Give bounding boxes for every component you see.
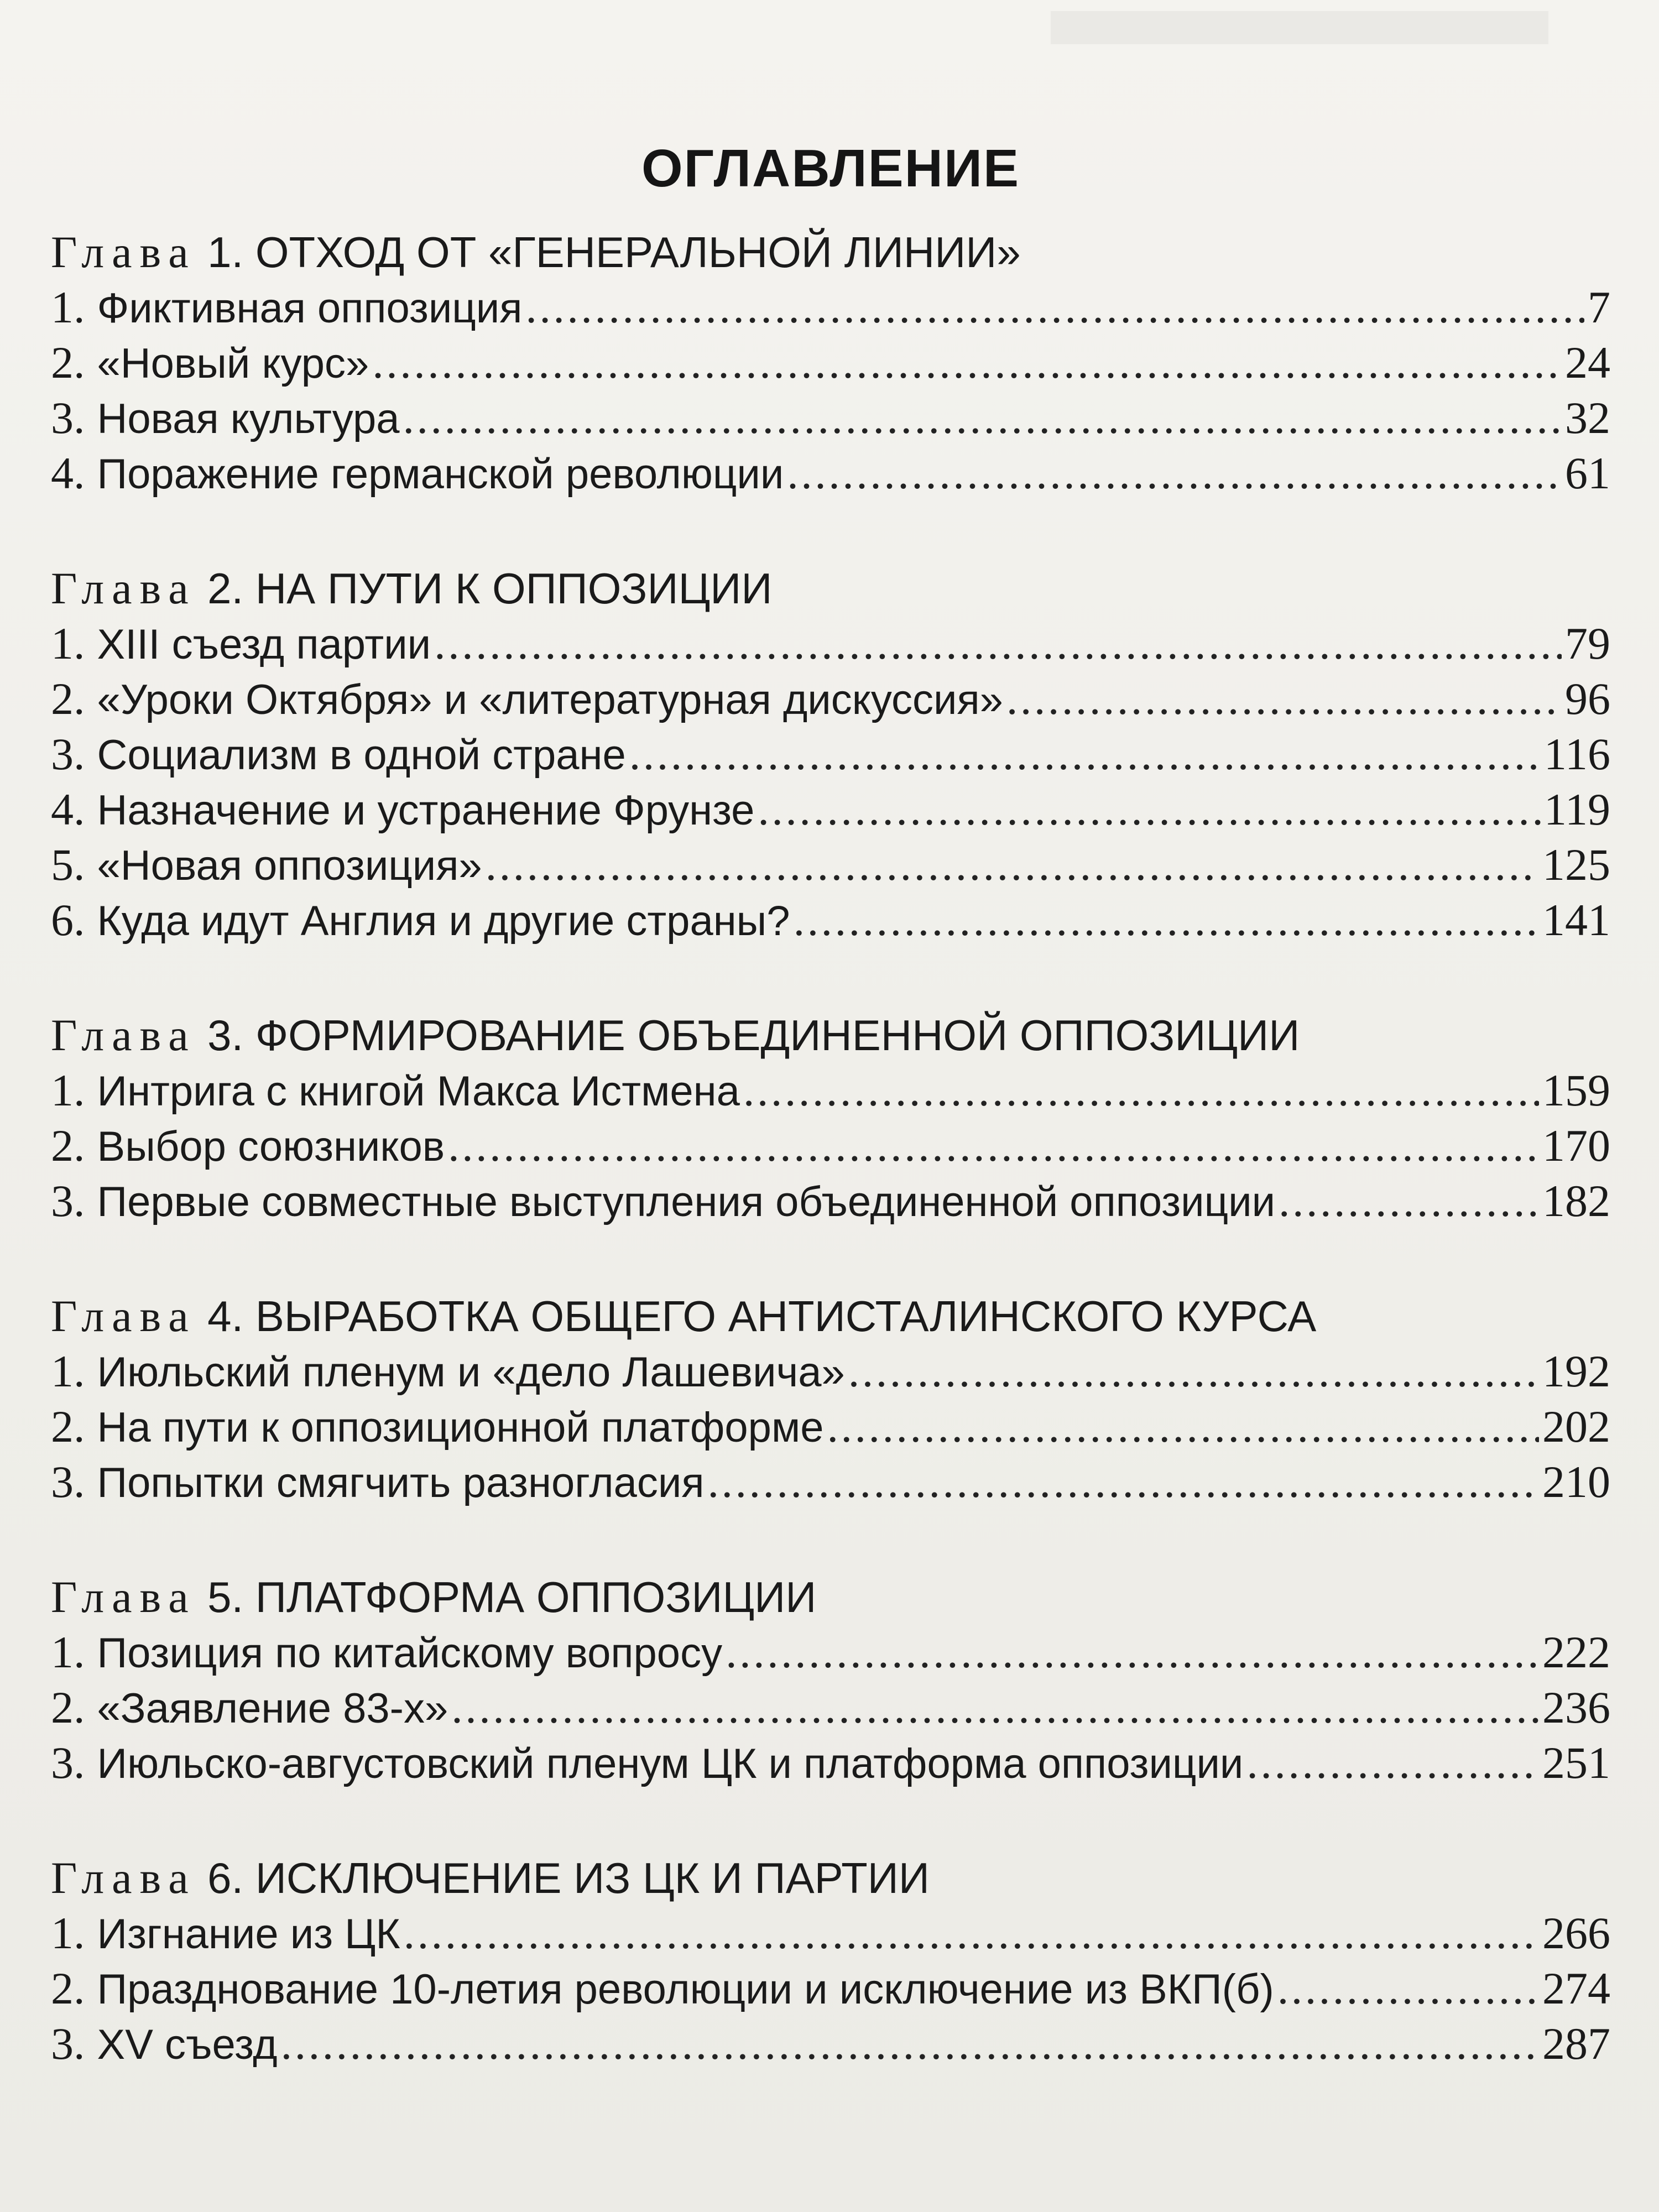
entry-page-number: 192 [1542, 1346, 1610, 1396]
toc-entry [51, 390, 1610, 446]
dot-leader [448, 1118, 1539, 1173]
toc-entry [51, 1906, 1610, 1961]
entry-number: 3. [51, 1176, 85, 1226]
chapter-section [51, 225, 1610, 501]
chapter-title-text: 1. ОТХОД ОТ «ГЕНЕРАЛЬНОЙ ЛИНИИ» [207, 228, 1021, 276]
toc-title: ОГЛАВЛЕНИЕ [641, 139, 1020, 198]
entry-page-number: 170 [1542, 1120, 1610, 1171]
chapter-heading [51, 561, 1610, 616]
entry-number: 3. [51, 1457, 85, 1507]
entry-page-number: 32 [1565, 393, 1610, 443]
chapter-word: Глава [51, 227, 196, 277]
dot-leader [708, 1454, 1539, 1510]
entry-page-number: 287 [1542, 2018, 1610, 2069]
entry-label: «Заявление 83-х» [97, 1685, 448, 1732]
entry-number: 1. [51, 1065, 85, 1115]
entry-label: Куда идут Англия и другие страны? [97, 898, 790, 945]
entry-page-number: 202 [1542, 1401, 1610, 1452]
dot-leader [848, 1344, 1539, 1399]
dot-leader [1006, 671, 1562, 727]
toc-entry [51, 1625, 1610, 1680]
dot-leader [743, 1063, 1539, 1118]
dot-leader [403, 390, 1562, 446]
entry-label: Выбор союзников [97, 1123, 445, 1170]
entry-page-number: 266 [1542, 1908, 1610, 1958]
entry-label: «Уроки Октября» и «литературная дискуссия» [97, 676, 1003, 723]
dot-leader [1246, 1735, 1539, 1791]
toc-entry [51, 1735, 1610, 1791]
toc-entry [51, 1961, 1610, 2016]
toc-entry [51, 893, 1610, 948]
entry-page-number: 274 [1542, 1963, 1610, 2013]
entry-number: 1. [51, 282, 85, 332]
toc-entry [51, 280, 1610, 335]
toc-entry [51, 1454, 1610, 1510]
dot-leader [1277, 1961, 1539, 2016]
chapter-heading [51, 1850, 1610, 1906]
entry-number: 3. [51, 1738, 85, 1788]
entry-label: XV съезд [97, 2021, 278, 2068]
entry-label: Попытки смягчить разногласия [97, 1459, 705, 1506]
entry-label: Изгнание из ЦК [97, 1911, 400, 1958]
entry-number: 1. [51, 1627, 85, 1677]
entry-number: 6. [51, 895, 85, 945]
table-of-contents [51, 138, 1610, 2131]
entry-page-number: 24 [1565, 337, 1610, 388]
entry-label: Июльский пленум и «дело Лашевича» [97, 1349, 845, 1396]
entry-label: «Новый курс» [97, 340, 369, 387]
chapter-word: Глава [51, 1853, 196, 1903]
dot-leader [1279, 1173, 1539, 1229]
entry-page-number: 61 [1565, 448, 1610, 498]
chapter-title-text: 3. ФОРМИРОВАНИЕ ОБЪЕДИНЕННОЙ ОППОЗИЦИИ [207, 1011, 1300, 1060]
entry-page-number: 125 [1542, 839, 1610, 890]
entry-number: 4. [51, 448, 85, 498]
chapter-heading [51, 1008, 1610, 1063]
entry-page-number: 159 [1542, 1065, 1610, 1115]
entry-number: 2. [51, 1120, 85, 1171]
dot-leader [434, 616, 1562, 671]
chapter-heading [51, 225, 1610, 280]
chapter-word: Глава [51, 1291, 196, 1341]
entry-number: 3. [51, 393, 85, 443]
toc-entry [51, 837, 1610, 893]
dot-leader [525, 280, 1584, 335]
entry-label: Интрига с книгой Макса Истмена [97, 1068, 740, 1115]
entry-number: 1. [51, 618, 85, 669]
entry-label: Назначение и устранение Фрунзе [97, 787, 755, 834]
dot-leader [827, 1399, 1539, 1454]
entry-label: «Новая оппозиция» [97, 842, 482, 889]
toc-entry [51, 1344, 1610, 1399]
entry-page-number: 251 [1542, 1738, 1610, 1788]
toc-entry [51, 782, 1610, 837]
entry-label: Поражение германской революции [97, 451, 784, 498]
chapter-word: Глава [51, 1572, 196, 1622]
entry-number: 5. [51, 839, 85, 890]
entry-page-number: 182 [1542, 1176, 1610, 1226]
chapter-section [51, 1008, 1610, 1229]
entry-page-number: 222 [1542, 1627, 1610, 1677]
entry-number: 2. [51, 674, 85, 724]
entry-page-number: 210 [1542, 1457, 1610, 1507]
entry-page-number: 79 [1565, 618, 1610, 669]
entry-number: 1. [51, 1908, 85, 1958]
chapter-section [51, 1850, 1610, 2072]
bleed-through-shadow [1051, 11, 1548, 44]
entry-label: Социализм в одной стране [97, 732, 626, 779]
toc-entry [51, 1063, 1610, 1118]
chapter-section [51, 561, 1610, 948]
entry-page-number: 236 [1542, 1682, 1610, 1733]
dot-leader [404, 1906, 1539, 1961]
entry-label: Июльско-августовский пленум ЦК и платформа оппозиции [97, 1740, 1244, 1787]
toc-entry [51, 727, 1610, 782]
toc-entry [51, 1118, 1610, 1173]
entry-number: 3. [51, 2018, 85, 2069]
dot-leader [486, 837, 1539, 893]
chapter-title-text: 4. ВЫРАБОТКА ОБЩЕГО АНТИСТАЛИНСКОГО КУРСА [207, 1292, 1317, 1340]
dot-leader [281, 2016, 1539, 2072]
entry-number: 2. [51, 1682, 85, 1733]
dot-leader [726, 1625, 1539, 1680]
chapter-title-text: 2. НА ПУТИ К ОППОЗИЦИИ [207, 564, 773, 613]
entry-page-number: 141 [1542, 895, 1610, 945]
toc-entry [51, 1680, 1610, 1735]
entry-page-number: 116 [1544, 729, 1610, 779]
toc-entry [51, 446, 1610, 501]
chapter-title-text: 6. ИСКЛЮЧЕНИЕ ИЗ ЦК И ПАРТИИ [207, 1854, 930, 1902]
entry-label: XIII съезд партии [97, 621, 431, 668]
dot-leader [451, 1680, 1539, 1735]
toc-entry [51, 2016, 1610, 2072]
chapter-section [51, 1569, 1610, 1791]
toc-entry [51, 671, 1610, 727]
dot-leader [794, 893, 1539, 948]
toc-entry [51, 616, 1610, 671]
dot-leader [372, 335, 1562, 390]
entry-page-number: 96 [1565, 674, 1610, 724]
dot-leader [787, 446, 1562, 501]
entry-number: 3. [51, 729, 85, 779]
chapter-heading [51, 1569, 1610, 1625]
entry-label: Позиция по китайскому вопросу [97, 1630, 723, 1677]
dot-leader [758, 782, 1541, 837]
chapter-list [51, 225, 1610, 2072]
entry-page-number: 119 [1544, 784, 1610, 834]
entry-label: Фиктивная оппозиция [97, 285, 523, 332]
entry-number: 4. [51, 784, 85, 834]
toc-entry [51, 1399, 1610, 1454]
entry-label: Празднование 10-летия революции и исключение из ВКП(б) [97, 1966, 1274, 2013]
entry-label: Новая культура [97, 395, 400, 442]
chapter-heading [51, 1288, 1610, 1344]
entry-label: Первые совместные выступления объединенной оппозиции [97, 1178, 1276, 1225]
chapter-section [51, 1288, 1610, 1510]
chapter-word: Глава [51, 1010, 196, 1060]
toc-entry [51, 335, 1610, 390]
chapter-title-text: 5. ПЛАТФОРМА ОППОЗИЦИИ [207, 1573, 817, 1621]
chapter-word: Глава [51, 563, 196, 613]
entry-number: 2. [51, 337, 85, 388]
dot-leader [629, 727, 1541, 782]
entry-number: 2. [51, 1963, 85, 2013]
toc-entry [51, 1173, 1610, 1229]
entry-label: На пути к оппозиционной платформе [97, 1404, 824, 1451]
entry-page-number: 7 [1588, 282, 1610, 332]
entry-number: 1. [51, 1346, 85, 1396]
entry-number: 2. [51, 1401, 85, 1452]
